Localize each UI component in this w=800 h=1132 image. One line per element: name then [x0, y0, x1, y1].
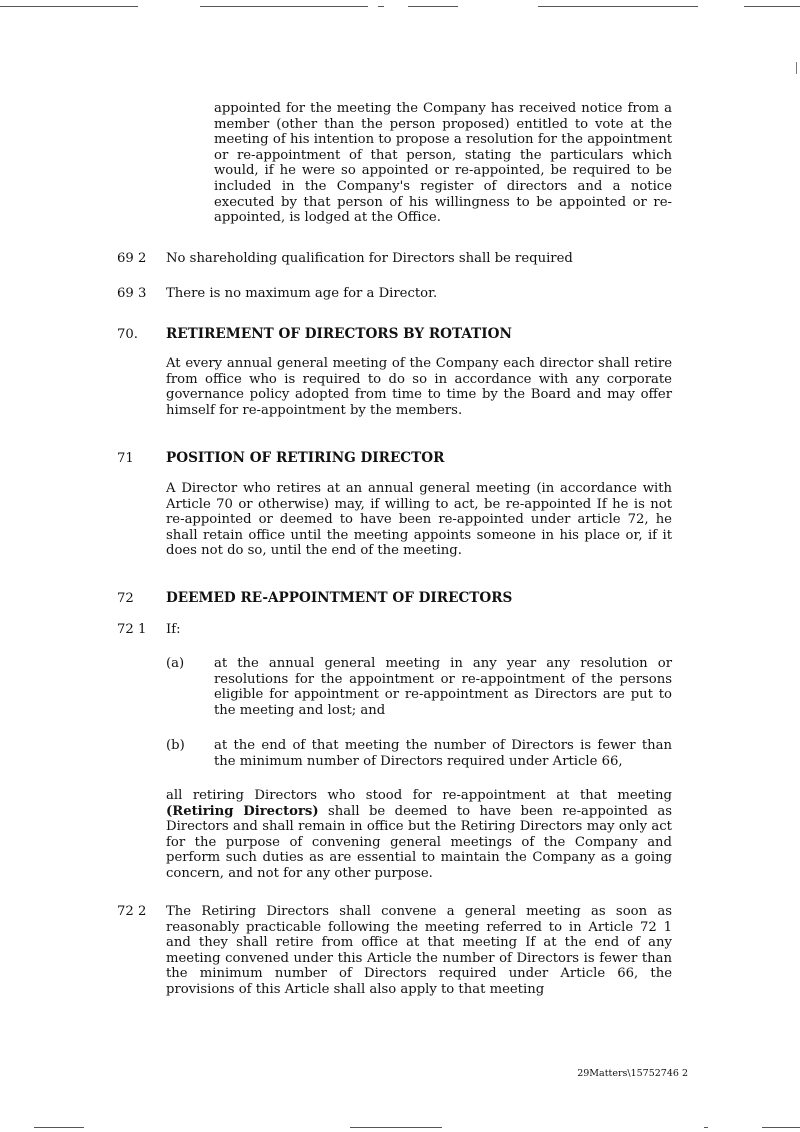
bottom-rule-1	[34, 1127, 84, 1128]
clause-69-3-text: There is no maximum age for a Director.	[166, 286, 438, 301]
clause-number-72-2: 72 2	[117, 904, 147, 919]
item-a-label: (a)	[166, 656, 185, 671]
article-71-text: A Director who retires at an annual general meeting (in accordance with Article 70 or otherwise) may, if willing to act, be re-appointed If he is not re-appointed or deemed to have been re-appointed under article 72, he shall retain office until the meeting appoints someone in his place or, if it does not do so, until the end of the meeting.	[166, 481, 672, 559]
article-number-72: 72	[117, 591, 134, 606]
item-a-text: at the annual general meeting in any year any resolution or resolutions for the appointment or re-appointment of the persons eligible for appointment or re-appointment as Directors are put to the meeting and lost; and	[214, 656, 672, 718]
item-b-label: (b)	[166, 738, 185, 753]
clause-number-69-2: 69 2	[117, 251, 147, 266]
document-reference: 29Matters\15752746 2	[577, 1068, 688, 1079]
top-rule-5	[538, 6, 698, 7]
bottom-rule-2	[350, 1127, 442, 1128]
top-rule-6	[744, 6, 800, 7]
article-72-tail-paragraph	[166, 788, 672, 882]
clause-72-1-lead: If:	[166, 622, 181, 637]
article-number-70: 70.	[117, 327, 138, 342]
continuation-paragraph: appointed for the meeting the Company has received notice from a member (other than the person proposed) entitled to vote at the meeting of his intention to propose a resolution for the appointment or re-appointment of that person, stating the particulars which would, if he were so appointed or re-appointed, be required to be included in the Company's register of directors and a notice executed by that person of his willingness to be appointed or re-appointed, is lodged at the Office.	[214, 101, 672, 226]
article-71-heading: POSITION OF RETIRING DIRECTOR	[166, 450, 445, 466]
bottom-rule-3	[704, 1127, 708, 1128]
item-b-text: at the end of that meeting the number of Directors is fewer than the minimum number of Directors required under Article 66,	[214, 738, 672, 769]
article-number-71: 71	[117, 451, 134, 466]
edge-mark	[796, 62, 797, 74]
top-rule-2	[200, 6, 368, 7]
tail-text-after: shall be deemed to have been re-appointed as Directors and shall remain in office but the Retiring Directors may only act for the purpose of convening general meetings of the Company and perform such duties as are essential to maintain the Company as a going concern, and not for any other purpose.	[166, 803, 673, 881]
article-72-heading: DEEMED RE-APPOINTMENT OF DIRECTORS	[166, 590, 513, 606]
tail-text-before: all retiring Directors who stood for re-appointment at that meeting	[166, 788, 672, 803]
clause-number-72-1: 72 1	[117, 622, 147, 637]
defined-term-retiring-directors: (Retiring Directors)	[166, 803, 319, 819]
article-70-text: At every annual general meeting of the Company each director shall retire from office who is required to do so in accordance with any corporate governance policy adopted from time to time by the Board and may offer himself for re-appointment by the members.	[166, 356, 672, 418]
top-rule-1	[0, 6, 138, 7]
top-rule-4	[408, 6, 458, 7]
clause-number-69-3: 69 3	[117, 286, 147, 301]
clause-72-2-text: The Retiring Directors shall convene a general meeting as soon as reasonably practicable following the meeting referred to in Article 72 1 and they shall retire from office at that meeting If at the end of any meeting convened under this Article the number of Directors is fewer than the minimum number of Directors required under Article 66, the provisions of this Article shall also apply to that meeting	[166, 904, 672, 997]
bottom-rule-4	[762, 1127, 800, 1128]
article-70-heading: RETIREMENT OF DIRECTORS BY ROTATION	[166, 326, 512, 342]
clause-69-2-text: No shareholding qualification for Directors shall be required	[166, 251, 573, 266]
top-rule-3	[378, 6, 384, 7]
